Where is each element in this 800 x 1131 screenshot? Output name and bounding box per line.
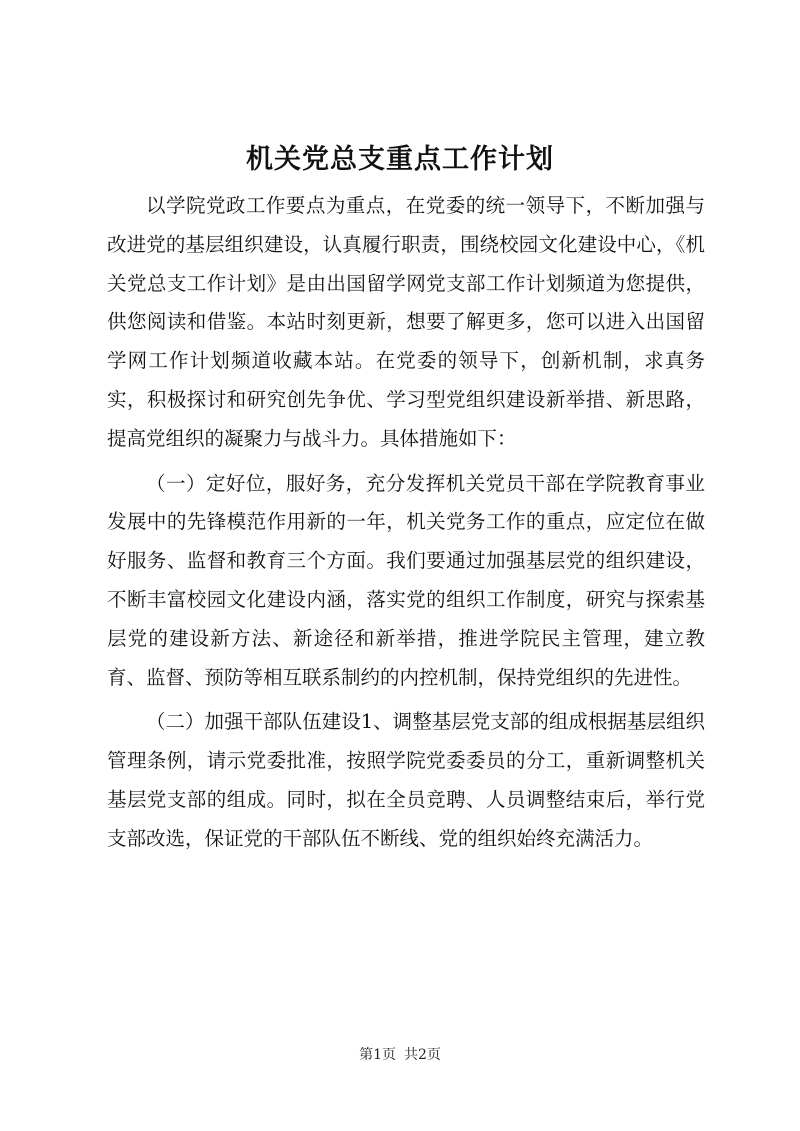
page-number: 第1页	[359, 1047, 396, 1063]
page-total: 共2页	[404, 1047, 441, 1063]
paragraph-section-2: （二）加强干部队伍建设1、调整基层党支部的组成根据基层组织管理条例，请示党委批准，按照学院党委委员的分工，重新调整机关基层党支部的组成。同时，拟在全员竞聘、人员调整结束后，举行党支部改选，保证党的干部队伍不断线、党的组织始终充满活力。	[107, 710, 705, 850]
paragraph-intro: 以学院党政工作要点为重点，在党委的统一领导下，不断加强与改进党的基层组织建设，认真履行职责，围绕校园文化建设中心，《机关党总支工作计划》是由出国留学网党支部工作计划频道为您提供，供您阅读和借鉴。本站时刻更新，想要了解更多，您可以进入出国留学网工作计划频道收藏本站。在党委的领导下，创新机制，求真务实，积极探讨和研究创先争优、学习型党组织建设新举措、新思路，提高党组织的凝聚力与战斗力。具体措施如下：	[107, 194, 705, 450]
document-title: 机关党总支重点工作计划	[246, 144, 554, 175]
page-footer	[0, 1045, 800, 1065]
document-body	[107, 187, 705, 859]
paragraph-section-1: （一）定好位，服好务，充分发挥机关党员干部在学院教育事业发展中的先锋模范作用新的一年，机关党务工作的重点，应定位在做好服务、监督和教育三个方面。我们要通过加强基层党的组织建设，不断丰富校园文化建设内涵，落实党的组织工作制度，研究与探索基层党的建设新方法、新途径和新举措，推进学院民主管理，建立教育、监督、预防等相互联系制约的内控机制，保持党组织的先进性。	[107, 471, 705, 689]
